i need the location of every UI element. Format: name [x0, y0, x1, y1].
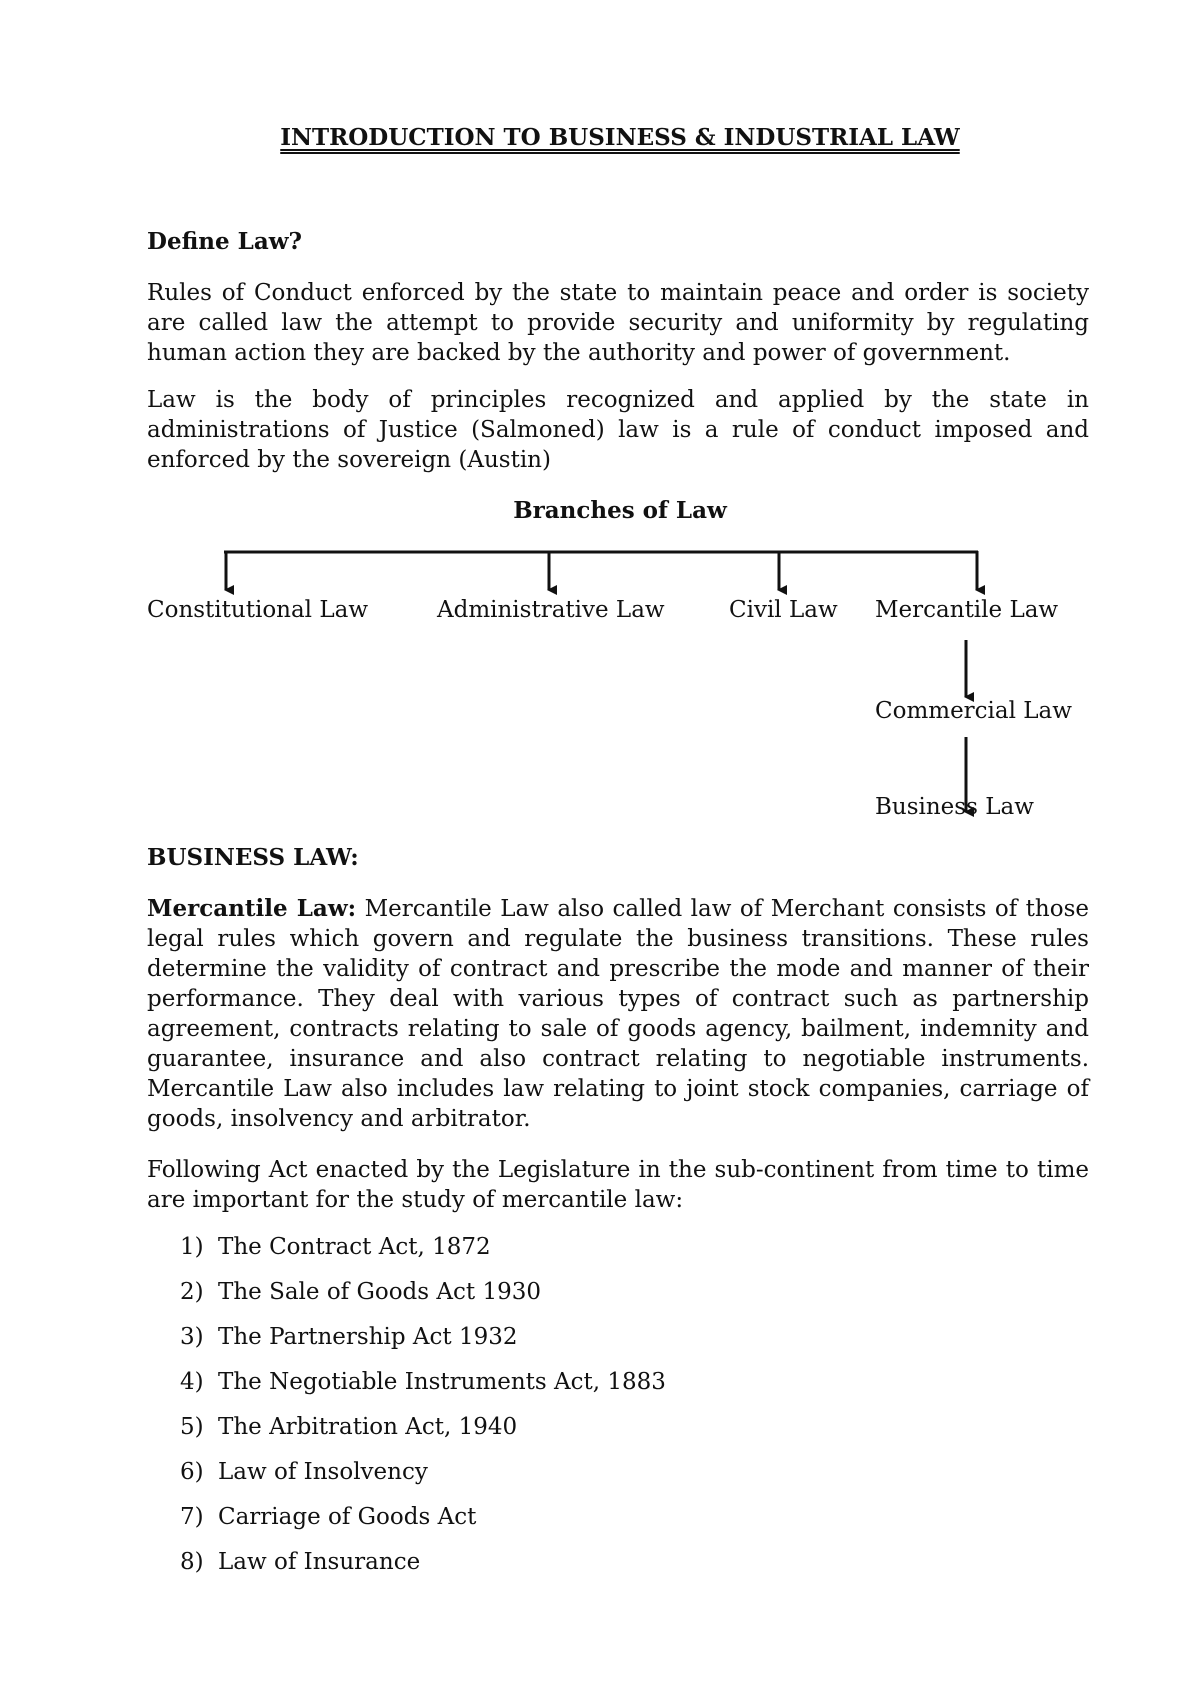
define-law-paragraph-1: Rules of Conduct enforced by the state to maintain peace and order is society are called law the attempt to provide security and uniformity by regulating human action they are backed by the authority and power of government. [147, 280, 1089, 366]
list-item [180, 1367, 666, 1412]
branches-of-law-heading: Branches of Law [513, 497, 727, 524]
list-item-number: 3) [180, 1324, 204, 1350]
list-item-number: 4) [180, 1369, 204, 1395]
branch-commercial-law: Commercial Law [875, 698, 1072, 724]
list-item-text: The Sale of Goods Act 1930 [218, 1279, 541, 1305]
list-item-text: Carriage of Goods Act [218, 1504, 477, 1530]
acts-intro-paragraph: Following Act enacted by the Legislature in the sub-continent from time to time are important for the study of mercantile law: [147, 1157, 1089, 1213]
list-item [180, 1232, 666, 1277]
mercantile-law-label: Mercantile Law: [147, 895, 357, 922]
list-item-text: Law of Insurance [218, 1549, 421, 1575]
branch-business-law: Business Law [875, 794, 1034, 820]
branch-constitutional-law: Constitutional Law [147, 597, 369, 623]
list-item-number: 5) [180, 1414, 204, 1440]
list-item-number: 1) [180, 1234, 204, 1260]
list-item [180, 1322, 666, 1367]
list-item [180, 1547, 666, 1592]
list-item [180, 1502, 666, 1547]
list-item-text: The Contract Act, 1872 [218, 1234, 491, 1260]
business-law-heading: BUSINESS LAW: [147, 844, 359, 871]
list-item-number: 2) [180, 1279, 204, 1305]
mercantile-law-paragraph [147, 894, 1089, 1134]
branch-civil-law: Civil Law [729, 597, 838, 623]
mercantile-law-text: Mercantile Law also called law of Merchant consists of those legal rules which govern and regulate the business transitions. These rules determine the validity of contract and prescribe the mode and manner of their performance. They deal with various types of contract such as partnership agreement, contracts relating to sale of goods agency, bailment, indemnity and guarantee, insurance and also contract relating to negotiable instruments. Mercantile Law also includes law relating to joint stock companies, carriage of goods, insolvency and arbitrator. [147, 896, 1089, 1132]
list-item [180, 1457, 666, 1502]
define-law-heading: Define Law? [147, 228, 303, 255]
document-title: INTRODUCTION TO BUSINESS & INDUSTRIAL LAW [280, 124, 960, 151]
define-law-paragraph-2: Law is the body of principles recognized and applied by the state in administrations of Justice (Salmoned) law is a rule of conduct imposed and enforced by the sovereign (Austin) [147, 387, 1089, 473]
list-item [180, 1277, 666, 1322]
list-item-text: Law of Insolvency [218, 1459, 428, 1485]
list-item-text: The Partnership Act 1932 [218, 1324, 518, 1350]
list-item-number: 8) [180, 1549, 204, 1575]
list-item-number: 7) [180, 1504, 204, 1530]
branch-administrative-law: Administrative Law [437, 597, 665, 623]
list-item-text: The Arbitration Act, 1940 [218, 1414, 518, 1440]
branch-mercantile-law: Mercantile Law [875, 597, 1059, 623]
list-item-text: The Negotiable Instruments Act, 1883 [218, 1369, 666, 1395]
list-item-number: 6) [180, 1459, 204, 1485]
acts-list [180, 1232, 666, 1592]
list-item [180, 1412, 666, 1457]
